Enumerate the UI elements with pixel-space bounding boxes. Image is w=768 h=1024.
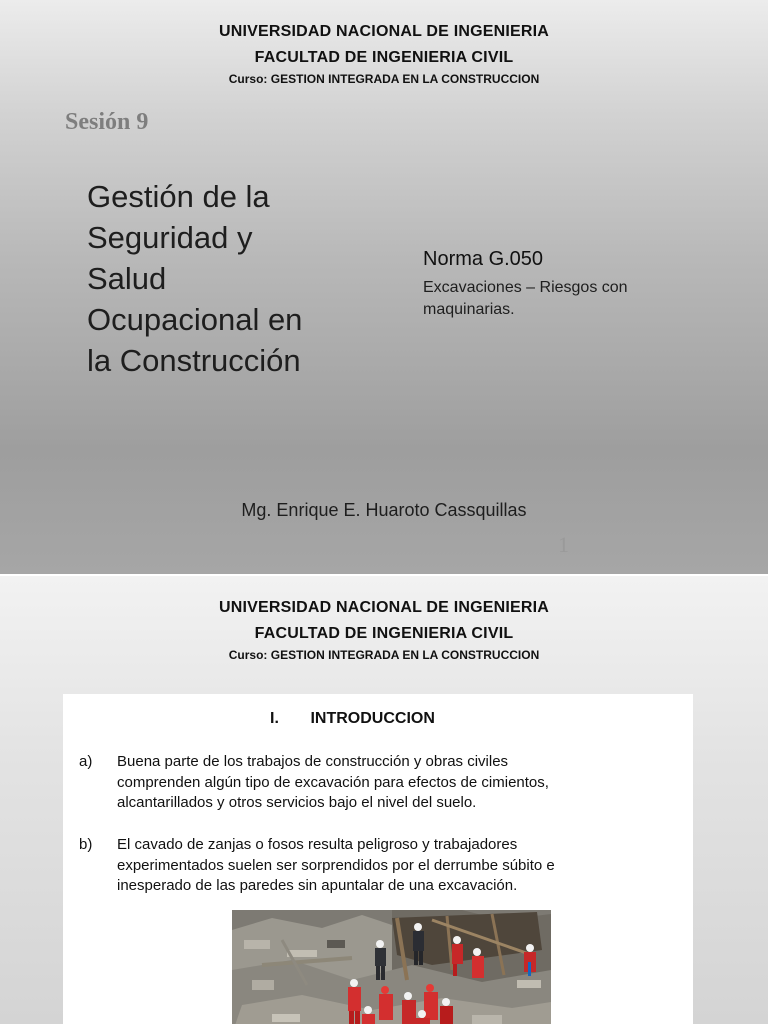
norma-heading: Norma G.050 [423,248,544,270]
list-item-line: comprenden algún tipo de excavación para efectos de cimientos, [117,773,549,791]
title-line: Salud [87,261,167,296]
university-name: UNIVERSIDAD NACIONAL DE INGENIERIA [218,599,550,616]
course-line [0,648,768,662]
title-line: Gestión de la [87,179,270,214]
intro-slide [0,576,768,1024]
list-item-line: experimentados suelen ser sorprendidos por el derrumbe súbito e [117,856,555,874]
page-number: 1 [558,532,569,557]
content-panel [63,694,693,1024]
title-line: Ocupacional en [87,302,303,337]
list-item-line: inesperado de las paredes sin apuntalar de una excavación. [117,877,518,894]
list-item [79,752,679,814]
slide-title [87,176,357,381]
course-label: Curso: [228,648,268,662]
faculty-name: FACULTAD DE INGENIERIA CIVIL [254,49,514,66]
session-label: Sesión 9 [65,109,149,135]
course-name: GESTION INTEGRADA EN LA CONSTRUCCION [270,648,540,662]
list-item-line: Buena parte de los trabajos de construcción y obras civiles [117,753,509,770]
title-line: Seguridad y [87,220,253,255]
list-item-line: alcantarillados y otros servicios bajo el nivel del suelo. [117,794,477,811]
list-item-label: a) [79,753,93,770]
section-number: I. [270,710,279,727]
list-item-label: b) [79,836,93,853]
faculty-name: FACULTAD DE INGENIERIA CIVIL [254,625,514,642]
norma-subtitle: Excavaciones – Riesgos con maquinarias. [423,279,628,318]
course-line [0,72,768,86]
section-title: INTRODUCCION [310,710,435,727]
list-item [79,835,679,897]
title-line: la Construcción [87,343,301,378]
section-heading [270,710,435,728]
author-name: Mg. Enrique E. Huaroto Cassquillas [241,500,527,520]
list-item-line: El cavado de zanjas o fosos resulta peligroso y trabajadores [117,836,518,853]
university-name: UNIVERSIDAD NACIONAL DE INGENIERIA [218,23,550,40]
rescue-workers-rubble-photo [232,910,551,1024]
course-label: Curso: [228,72,268,86]
course-name: GESTION INTEGRADA EN LA CONSTRUCCION [270,72,540,86]
